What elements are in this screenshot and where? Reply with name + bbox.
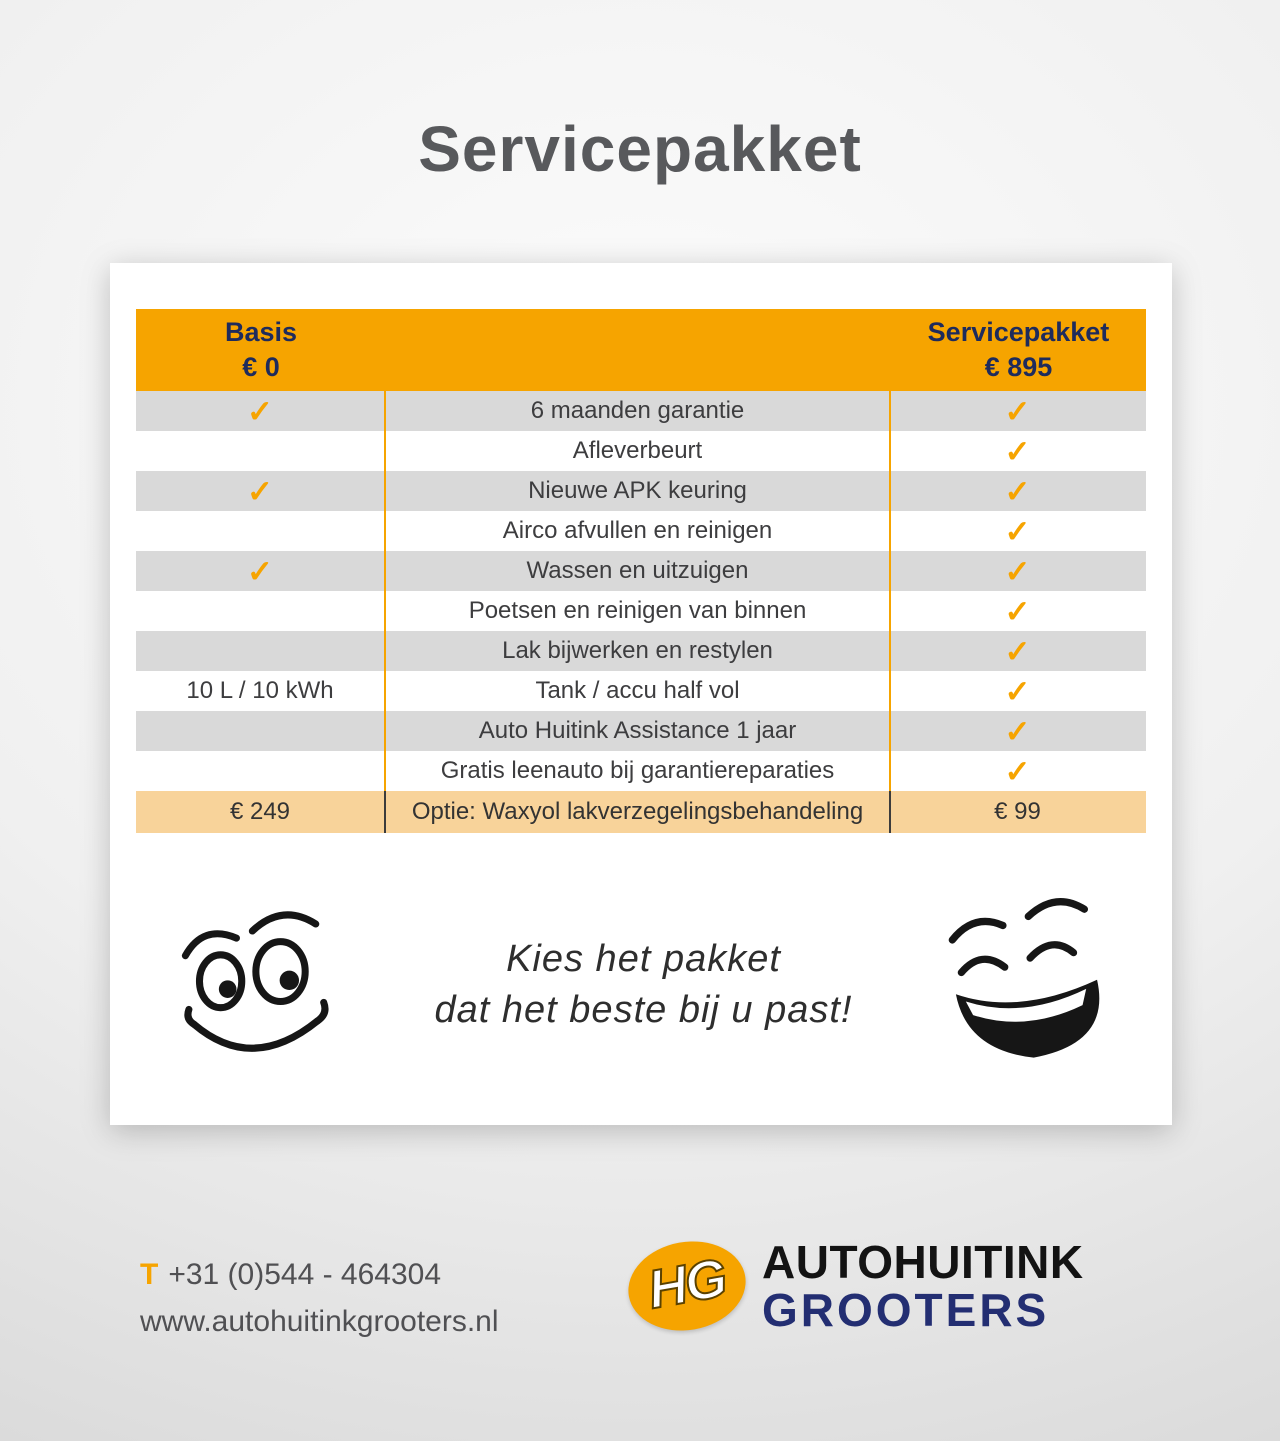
check-icon: ✓	[1004, 673, 1031, 709]
hg-monogram: HG	[643, 1248, 730, 1321]
table-row	[136, 431, 1146, 471]
table-row	[136, 631, 1146, 671]
brand-name-huitink: HUITINK	[893, 1236, 1084, 1288]
basis-header-label: Basis	[224, 316, 298, 347]
option-row	[136, 791, 1146, 833]
basis-value	[136, 631, 386, 671]
card-bottom	[110, 833, 1172, 1085]
option-basis-price: € 249	[136, 791, 386, 833]
table-row	[136, 671, 1146, 711]
tagline	[435, 934, 853, 1037]
brand-name	[762, 1238, 1084, 1335]
check-icon: ✓	[136, 551, 386, 591]
feature-label: Airco afvullen en reinigen	[386, 511, 891, 551]
check-icon: ✓	[1004, 473, 1031, 509]
brand-name-line2: GROOTERS	[762, 1284, 1050, 1337]
basis-value	[136, 711, 386, 751]
table-row	[136, 391, 1146, 431]
laughing-face-illustration	[936, 885, 1126, 1085]
check-icon: ✓	[1004, 513, 1031, 549]
feature-label: 6 maanden garantie	[386, 391, 891, 431]
feature-label: Gratis leenauto bij garantiereparaties	[386, 751, 891, 791]
brand-name-auto: AUTO	[762, 1236, 894, 1288]
basis-value	[136, 591, 386, 631]
check-icon: ✓	[1004, 753, 1031, 789]
check-icon: ✓	[1004, 553, 1031, 589]
check-icon: ✓	[1004, 433, 1031, 469]
table-row	[136, 511, 1146, 551]
table-row	[136, 471, 1146, 511]
website-url: www.autohuitinkgrooters.nl	[140, 1304, 499, 1338]
phone-line	[140, 1252, 499, 1299]
table-body	[136, 391, 1146, 791]
feature-label: Afleverbeurt	[386, 431, 891, 471]
basis-value	[136, 751, 386, 791]
check-icon: ✓	[136, 391, 386, 431]
phone-prefix: T	[140, 1258, 159, 1291]
tagline-line1: Kies het pakket	[506, 937, 781, 980]
table-header	[136, 309, 1146, 391]
table-row	[136, 551, 1146, 591]
option-label: Optie: Waxyol lakverzegelingsbehandeling	[386, 791, 891, 833]
page-title: Servicepakket	[418, 113, 862, 185]
check-icon: ✓	[136, 471, 386, 511]
option-service-price: € 99	[994, 798, 1041, 825]
check-icon: ✓	[1004, 393, 1031, 429]
basis-value	[136, 431, 386, 471]
table-row	[136, 591, 1146, 631]
hg-monogram-badge	[621, 1233, 752, 1340]
table-row	[136, 751, 1146, 791]
check-icon: ✓	[1004, 713, 1031, 749]
phone-number: +31 (0)544 - 464304	[168, 1258, 442, 1291]
feature-label: Poetsen en reinigen van binnen	[386, 591, 891, 631]
service-column-header	[891, 315, 1146, 385]
basis-column-header	[136, 315, 386, 385]
service-card	[110, 263, 1172, 1125]
brand-logo	[628, 1238, 1084, 1335]
basis-value	[136, 511, 386, 551]
brand-name-line1	[762, 1238, 1084, 1286]
basis-header-price: € 0	[242, 352, 280, 382]
service-header-price: € 895	[984, 352, 1053, 382]
check-icon: ✓	[1004, 593, 1031, 629]
feature-label: Auto Huitink Assistance 1 jaar	[386, 711, 891, 751]
tagline-line2: dat het beste bij u past!	[434, 989, 853, 1031]
comparison-table	[136, 309, 1146, 833]
contact-block	[140, 1252, 499, 1345]
winking-face-illustration	[166, 888, 351, 1083]
feature-label: Tank / accu half vol	[386, 671, 891, 711]
feature-label: Wassen en uitzuigen	[386, 551, 891, 591]
feature-label: Nieuwe APK keuring	[386, 471, 891, 511]
check-icon: ✓	[1004, 633, 1031, 669]
service-header-label: Servicepakket	[927, 316, 1110, 347]
table-row	[136, 711, 1146, 751]
feature-label: Lak bijwerken en restylen	[386, 631, 891, 671]
basis-value: 10 L / 10 kWh	[136, 671, 386, 711]
